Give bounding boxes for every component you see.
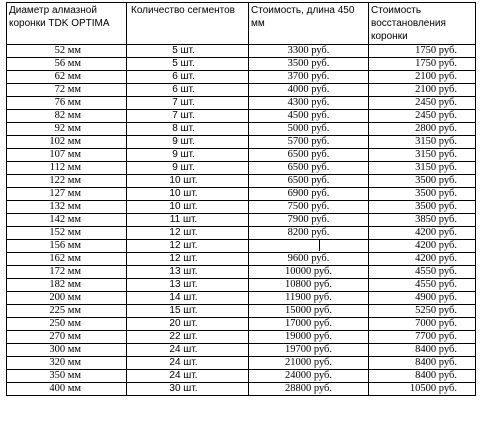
restore-cell[interactable]: 3500 руб. <box>369 188 476 201</box>
segments-cell[interactable]: 12 шт. <box>127 253 249 266</box>
cost-cell[interactable]: 3300 руб. <box>249 45 369 58</box>
table-row <box>7 331 476 344</box>
segments-cell[interactable]: 20 шт. <box>127 318 249 331</box>
segments-cell[interactable]: 9 шт. <box>127 149 249 162</box>
table-row <box>7 162 476 175</box>
cost-cell[interactable]: 4000 руб. <box>249 84 369 97</box>
restore-cell[interactable]: 3500 руб. <box>369 175 476 188</box>
segments-cell[interactable]: 12 шт. <box>127 227 249 240</box>
diameter-cell[interactable]: 300 мм <box>7 344 127 357</box>
table-row <box>7 253 476 266</box>
diameter-cell[interactable]: 182 мм <box>7 279 127 292</box>
diameter-cell[interactable]: 250 мм <box>7 318 127 331</box>
table-row <box>7 279 476 292</box>
restore-cell[interactable]: 3150 руб. <box>369 149 476 162</box>
restore-cell[interactable]: 2100 руб. <box>369 84 476 97</box>
segments-cell[interactable]: 15 шт. <box>127 305 249 318</box>
restore-cell[interactable]: 4550 руб. <box>369 279 476 292</box>
cost-cell[interactable]: 3700 руб. <box>249 71 369 84</box>
segments-cell[interactable]: 10 шт. <box>127 188 249 201</box>
diameter-cell[interactable]: 76 мм <box>7 97 127 110</box>
diameter-cell[interactable]: 225 мм <box>7 305 127 318</box>
restore-cell[interactable]: 3500 руб. <box>369 201 476 214</box>
cost-cell[interactable]: 15000 руб. <box>249 305 369 318</box>
restore-cell[interactable]: 10500 руб. <box>369 383 476 396</box>
cost-cell[interactable]: 7500 руб. <box>249 201 369 214</box>
cost-cell[interactable]: 19000 руб. <box>249 331 369 344</box>
cost-cell[interactable]: 6900 руб. <box>249 188 369 201</box>
table-row <box>7 149 476 162</box>
cost-cell[interactable]: 6500 руб. <box>249 149 369 162</box>
restore-cell[interactable]: 8400 руб. <box>369 370 476 383</box>
price-table <box>6 2 476 396</box>
segments-cell[interactable]: 8 шт. <box>127 123 249 136</box>
segments-cell[interactable]: 7 шт. <box>127 110 249 123</box>
segments-cell[interactable]: 5 шт. <box>127 45 249 58</box>
table-row <box>7 240 476 253</box>
diameter-cell[interactable]: 92 мм <box>7 123 127 136</box>
table-row <box>7 58 476 71</box>
cost-cell[interactable]: 10800 руб. <box>249 279 369 292</box>
segments-cell[interactable]: 30 шт. <box>127 383 249 396</box>
table-row <box>7 344 476 357</box>
table-row <box>7 266 476 279</box>
segments-cell[interactable]: 14 шт. <box>127 292 249 305</box>
cost-cell[interactable]: 6500 руб. <box>249 175 369 188</box>
segments-cell[interactable]: 13 шт. <box>127 266 249 279</box>
diameter-cell[interactable]: 82 мм <box>7 110 127 123</box>
cost-cell[interactable]: 19700 руб. <box>249 344 369 357</box>
segments-cell[interactable]: 24 шт. <box>127 370 249 383</box>
diameter-cell[interactable]: 132 мм <box>7 201 127 214</box>
restore-cell[interactable]: 8400 руб. <box>369 357 476 370</box>
table-row <box>7 45 476 58</box>
cost-cell[interactable]: 4300 руб. <box>249 97 369 110</box>
cost-cell[interactable]: 11900 руб. <box>249 292 369 305</box>
diameter-cell[interactable]: 142 мм <box>7 214 127 227</box>
diameter-cell[interactable]: 320 мм <box>7 357 127 370</box>
diameter-cell[interactable]: 172 мм <box>7 266 127 279</box>
header-cost[interactable]: Стоимость, длина 450 мм <box>249 3 369 45</box>
restore-cell[interactable]: 4550 руб. <box>369 266 476 279</box>
cost-cell[interactable]: 10000 руб. <box>249 266 369 279</box>
cost-cell[interactable]: 5000 руб. <box>249 123 369 136</box>
diameter-cell[interactable]: 102 мм <box>7 136 127 149</box>
restore-cell[interactable]: 2800 руб. <box>369 123 476 136</box>
restore-cell[interactable]: 1750 руб. <box>369 45 476 58</box>
segments-cell[interactable]: 9 шт. <box>127 162 249 175</box>
restore-cell[interactable]: 2450 руб. <box>369 110 476 123</box>
cost-cell[interactable]: 28800 руб. <box>249 383 369 396</box>
restore-cell[interactable]: 1750 руб. <box>369 58 476 71</box>
table-row <box>7 175 476 188</box>
diameter-cell[interactable]: 162 мм <box>7 253 127 266</box>
segments-cell[interactable]: 12 шт. <box>127 240 249 253</box>
cost-cell[interactable]: 24000 руб. <box>249 370 369 383</box>
table-row <box>7 292 476 305</box>
segments-cell[interactable]: 6 шт. <box>127 84 249 97</box>
restore-cell[interactable]: 5250 руб. <box>369 305 476 318</box>
diameter-cell[interactable]: 52 мм <box>7 45 127 58</box>
diameter-cell[interactable]: 112 мм <box>7 162 127 175</box>
diameter-cell[interactable]: 270 мм <box>7 331 127 344</box>
cost-cell[interactable]: 3500 руб. <box>249 58 369 71</box>
cost-cell[interactable]: 21000 руб. <box>249 357 369 370</box>
restore-cell[interactable]: 2100 руб. <box>369 71 476 84</box>
restore-cell[interactable]: 3850 руб. <box>369 214 476 227</box>
segments-cell[interactable]: 6 шт. <box>127 71 249 84</box>
restore-cell[interactable]: 8400 руб. <box>369 344 476 357</box>
restore-cell[interactable]: 7700 руб. <box>369 331 476 344</box>
segments-cell[interactable]: 13 шт. <box>127 279 249 292</box>
segments-cell[interactable]: 24 шт. <box>127 344 249 357</box>
diameter-cell[interactable]: 152 мм <box>7 227 127 240</box>
diameter-cell[interactable]: 72 мм <box>7 84 127 97</box>
cost-cell[interactable]: 6500 руб. <box>249 162 369 175</box>
cost-cell[interactable]: 5700 руб. <box>249 136 369 149</box>
table-row <box>7 136 476 149</box>
segments-cell[interactable]: 24 шт. <box>127 357 249 370</box>
table-row <box>7 357 476 370</box>
diameter-cell[interactable]: 200 мм <box>7 292 127 305</box>
segments-cell[interactable]: 10 шт. <box>127 175 249 188</box>
header-restore[interactable]: Стоимость восстановления коронки <box>369 3 476 45</box>
diameter-cell[interactable]: 156 мм <box>7 240 127 253</box>
table-row <box>7 97 476 110</box>
segments-cell[interactable]: 5 шт. <box>127 58 249 71</box>
table-row <box>7 201 476 214</box>
table-row <box>7 110 476 123</box>
restore-cell[interactable]: 4900 руб. <box>369 292 476 305</box>
segments-cell[interactable]: 9 шт. <box>127 136 249 149</box>
cost-cell[interactable]: 4500 руб. <box>249 110 369 123</box>
diameter-cell[interactable]: 122 мм <box>7 175 127 188</box>
cost-cell[interactable]: 7900 руб. <box>249 214 369 227</box>
restore-cell[interactable]: 3150 руб. <box>369 136 476 149</box>
cost-cell[interactable] <box>249 240 369 253</box>
diameter-cell[interactable]: 350 мм <box>7 370 127 383</box>
restore-cell[interactable]: 3150 руб. <box>369 162 476 175</box>
table-row <box>7 305 476 318</box>
diameter-cell[interactable]: 107 мм <box>7 149 127 162</box>
segments-cell[interactable]: 22 шт. <box>127 331 249 344</box>
table-row <box>7 383 476 396</box>
header-row <box>7 3 476 45</box>
restore-cell[interactable]: 4200 руб. <box>369 253 476 266</box>
restore-cell[interactable]: 7000 руб. <box>369 318 476 331</box>
segments-cell[interactable]: 7 шт. <box>127 97 249 110</box>
table-row <box>7 84 476 97</box>
cost-cell[interactable]: 17000 руб. <box>249 318 369 331</box>
cost-cell[interactable]: 9600 руб. <box>249 253 369 266</box>
table-row <box>7 214 476 227</box>
text-cursor-icon <box>319 240 320 251</box>
restore-cell[interactable]: 4200 руб. <box>369 227 476 240</box>
restore-cell[interactable]: 2450 руб. <box>369 97 476 110</box>
header-diameter[interactable]: Диаметр алмазной коронки TDK OPTIMA <box>7 3 127 45</box>
table-row <box>7 227 476 240</box>
table-row <box>7 71 476 84</box>
table-row <box>7 188 476 201</box>
diameter-cell[interactable]: 400 мм <box>7 383 127 396</box>
diameter-cell[interactable]: 62 мм <box>7 71 127 84</box>
segments-cell[interactable]: 11 шт. <box>127 214 249 227</box>
segments-cell[interactable]: 10 шт. <box>127 201 249 214</box>
table-row <box>7 370 476 383</box>
restore-cell[interactable]: 4200 руб. <box>369 240 476 253</box>
header-segments[interactable]: Количество сегментов <box>127 3 249 45</box>
table-row <box>7 318 476 331</box>
diameter-cell[interactable]: 56 мм <box>7 58 127 71</box>
diameter-cell[interactable]: 127 мм <box>7 188 127 201</box>
table-row <box>7 123 476 136</box>
cost-cell[interactable]: 8200 руб. <box>249 227 369 240</box>
